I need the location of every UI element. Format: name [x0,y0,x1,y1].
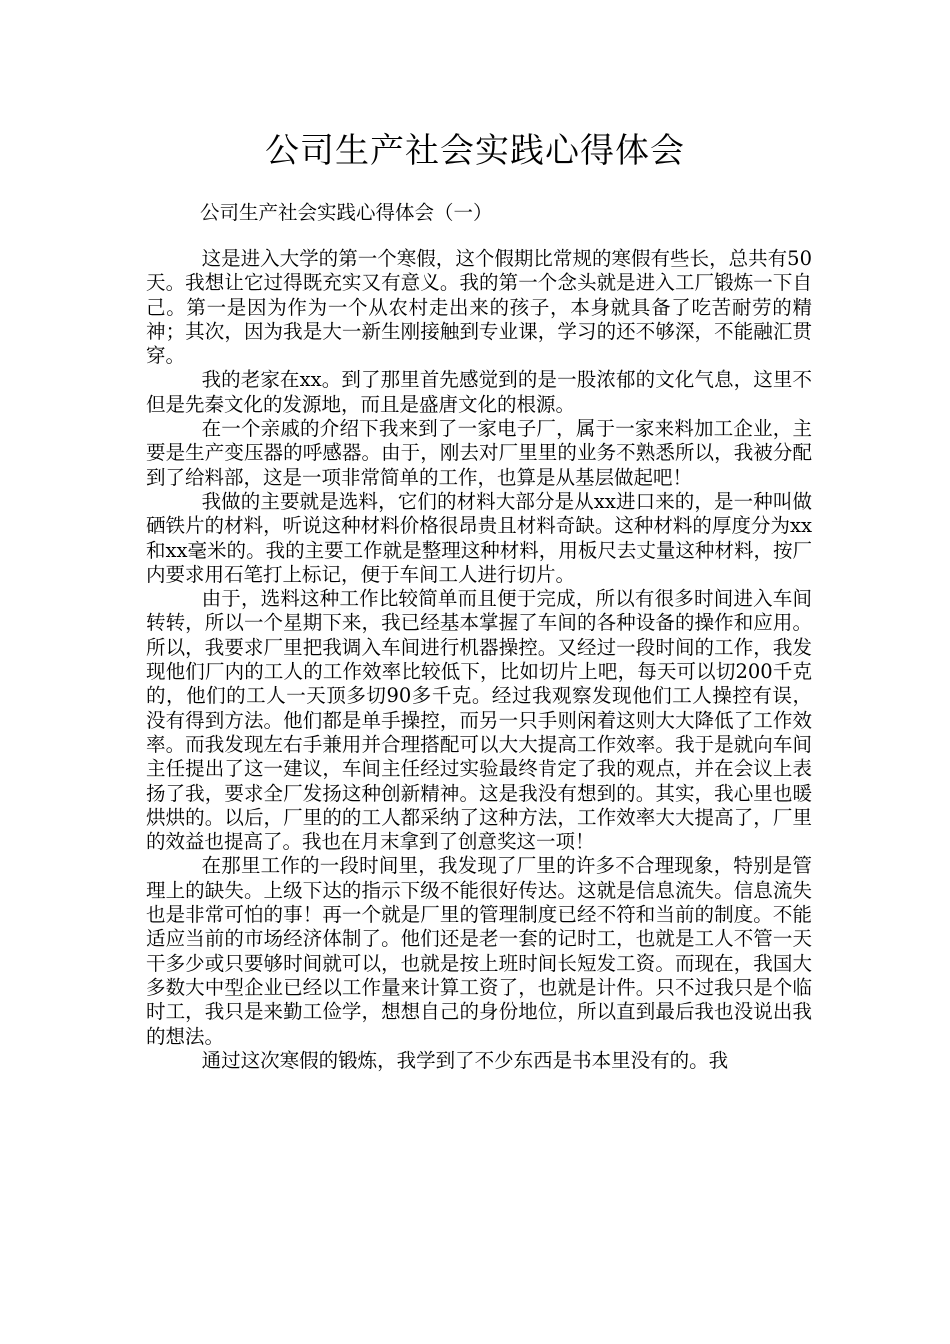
paragraph: 由于，选料这种工作比较简单而且便于完成，所以有很多时间进入车间转转，所以一个星期下来，我已经基本掌握了车间的各种设备的操作和应用。所以，我要求厂里把我调入车间进行机器操控。又经过一段时间的工作，我发现他们厂内的工人的工作效率比较低下，比如切片上吧，每天可以切200千克的，他们的工人一天顶多切90多千克。经过我观察发现他们工人操控有误，没有得到方法。他们都是单手操控，而另一只手则闲着这则大大降低了工作效率。而我发现左右手兼用并合理搭配可以大大提高工作效率。我于是就向车间主任提出了这一建议，车间主任经过实验最终肯定了我的观点，并在会议上表扬了我，要求全厂发扬这种创新精神。这是我没有想到的。其实，我心里也暖烘烘的。以后，厂里的的工人都采纳了这种方法，工作效率大大提高了，厂里的效益也提高了。我也在月末拿到了创意奖这一项！ [146,587,812,854]
paragraph: 这是进入大学的第一个寒假，这个假期比常规的寒假有些长，总共有50天。我想让它过得既充实又有意义。我的第一个念头就是进入工厂锻炼一下自己。第一是因为作为一个从农村走出来的孩子，本身就具备了吃苦耐劳的精神；其次，因为我是大一新生刚接触到专业课，学习的还不够深，不能融汇贯穿。 [146,247,812,368]
paragraph: 在那里工作的一段时间里，我发现了厂里的许多不合理现象，特别是管理上的缺失。上级下达的指示下级不能很好传达。这就是信息流失。信息流失也是非常可怕的事！再一个就是厂里的管理制度已经不符和当前的制度。不能适应当前的市场经济体制了。他们还是老一套的记时工，也就是工人不管一天干多少或只要够时间就可以，也就是按上班时间长短发工资。而现在，我国大多数大中型企业已经以工作量来计算工资了，也就是计件。只不过我只是个临时工，我只是来勤工俭学，想想自己的身份地位，所以直到最后我也没说出我的想法。 [146,854,812,1048]
paragraph: 在一个亲戚的介绍下我来到了一家电子厂，属于一家来料加工企业，主要是生产变压器的呼感器。由于，刚去对厂里里的业务不熟悉所以，我被分配到了给料部，这是一项非常简单的工作，也算是从基层做起吧！ [146,417,812,489]
section-subtitle: 公司生产社会实践心得体会（一） [200,201,493,224]
document-body [146,247,812,1073]
paragraph: 我的老家在xx。到了那里首先感觉到的是一股浓郁的文化气息，这里不但是先秦文化的发源地，而且是盛唐文化的根源。 [146,368,812,416]
paragraph: 我做的主要就是选料，它们的材料大部分是从xx进口来的，是一种叫做硒铁片的材料，听说这种材料价格很昂贵且材料奇缺。这种材料的厚度分为xx和xx毫米的。我的主要工作就是整理这种材料，用板尺去丈量这种材料，按厂内要求用石笔打上标记，便于车间工人进行切片。 [146,489,812,586]
document-title: 公司生产社会实践心得体会 [265,131,685,171]
paragraph: 通过这次寒假的锻炼，我学到了不少东西是书本里没有的。我 [201,1048,729,1072]
